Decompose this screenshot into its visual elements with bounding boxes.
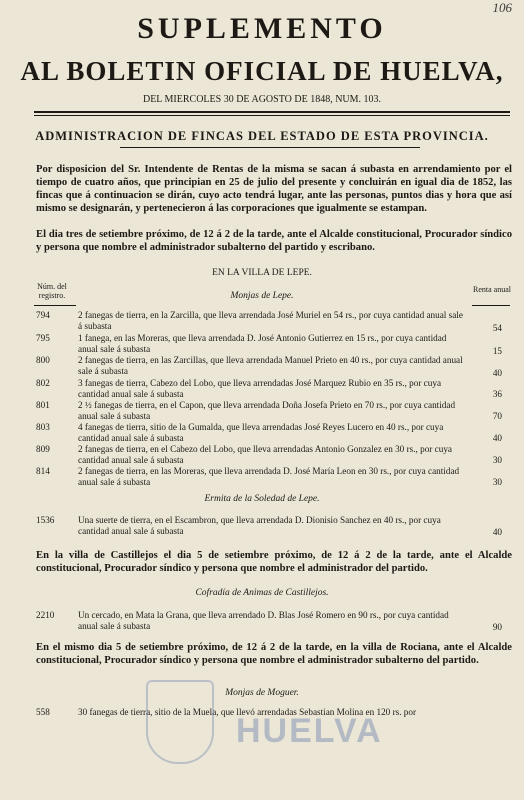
registro-number: 803: [36, 422, 50, 432]
entry-text: 2 ½ fanegas de tierra, en el Capon, que lleva arrendada Doña Josefa Prieto en 70 rs., por cuya cantidad anual sale á subasta: [78, 400, 456, 421]
list-item: [36, 444, 510, 466]
renta-value: 36: [492, 389, 502, 399]
registro-number: 795: [36, 333, 50, 343]
list-item: [36, 333, 510, 355]
entry-text: 2 fanegas de tierra, en la Zarcilla, que lleva arrendada José Muriel en 54 rs., por cuya cantidad anual sale á subasta: [78, 310, 463, 331]
section-cofradia: Cofradía de Animas de Castillejos.: [195, 588, 329, 598]
list-item: [36, 355, 510, 377]
registro-number: 800: [36, 355, 50, 365]
masthead-divider-thin: [34, 115, 510, 116]
renta-value: 30: [492, 477, 502, 487]
section-moguer: Monjas de Moguer.: [225, 688, 299, 698]
masthead-title: SUPLEMENTO: [137, 12, 387, 45]
registro-number: 801: [36, 400, 50, 410]
masthead-subtitle: AL BOLETIN OFICIAL DE HUELVA,: [20, 56, 504, 86]
masthead-divider: [34, 111, 510, 113]
registro-number: 1536: [36, 515, 55, 525]
entry-text: 2 fanegas de tierra, en las Moreras, que lleva arrendada D. José María Leon en 30 rs., por cuya cantidad anual sale á subasta: [78, 466, 460, 487]
renta-value: 30: [492, 455, 502, 465]
renta-value: 40: [492, 368, 502, 378]
section-underline: [120, 147, 420, 148]
registro-number: 814: [36, 466, 50, 476]
registro-number: 809: [36, 444, 50, 454]
entry-text: 2 fanegas de tierra, en las Zarcillas, que lleva arrendada Manuel Prieto en 40 rs., por cuya cantidad anual sale á subasta: [78, 355, 463, 376]
registro-number: 558: [36, 707, 50, 717]
registro-number: 794: [36, 310, 50, 320]
renta-value: 90: [492, 622, 502, 632]
list-item: [36, 378, 510, 400]
list-item: [36, 400, 510, 422]
renta-value: 40: [492, 433, 502, 443]
registro-number: 2210: [36, 610, 55, 620]
list-item: [36, 515, 510, 537]
entry-text: 30 fanegas de tierra, sitio de la Muela, que llevó arrendadas Sebastian Molina en 120 rs. por: [78, 707, 417, 717]
section-monjas-lepe: Monjas de Lepe.: [230, 291, 294, 301]
entry-text: 2 fanegas de tierra, en el Cabezo del Lobo, que lleva arrendadas Antonio Gonzalez en 30 rs., por cuya cantidad anual sale á subasta: [78, 444, 452, 465]
entry-text: 1 fanega, en las Moreras, que lleva arrendada D. José Antonio Gutierrez en 15 rs., por cuya cantidad anual sale á subasta: [78, 333, 447, 354]
intro-paragraph-2: El dia tres de setiembre próximo, de 12 á 2 de la tarde, ante el Alcalde constitucional, Procurador síndico y persona que nombre el administrador subalterno del partido y escribano.: [36, 229, 512, 253]
villa-title: EN LA VILLA DE LEPE.: [212, 268, 312, 278]
list-item: [36, 422, 510, 444]
header-rule-left: [34, 305, 76, 306]
section-title: ADMINISTRACION DE FINCAS DEL ESTADO DE ESTA PROVINCIA.: [35, 129, 489, 143]
column-header-renta: Renta anual: [473, 285, 511, 294]
section-ermita: Ermita de la Soledad de Lepe.: [204, 494, 320, 504]
entry-text: 3 fanegas de tierra, Cabezo del Lobo, que lleva arrendadas José Marquez Rubio en 35 rs., por cuya cantidad anual sale á subasta: [78, 378, 442, 399]
header-rule-right: [472, 305, 510, 306]
renta-value: 15: [492, 346, 502, 356]
list-item: [36, 310, 510, 332]
rociana-paragraph: En el mismo dia 5 de setiembre próximo, de 12 á 2 de la tarde, en la villa de Rociana, ante el Alcalde constitucional, Procurador síndico y persona que nombre el administrador subalterno del partido.: [36, 642, 512, 666]
entry-text: Una suerte de tierra, en el Escambron, que lleva arrendada D. Dionisio Sanchez en 40 rs., por cuya cantidad anual sale á subasta: [78, 515, 441, 536]
entry-text: Un cercado, en Mata la Grana, que lleva arrendado D. Blas José Romero en 90 rs., por cuya cantidad anual sale á subasta: [78, 610, 449, 631]
column-header-num: Núm. del registro.: [37, 282, 67, 300]
renta-value: 54: [492, 323, 502, 333]
list-item: [36, 610, 510, 632]
castillejos-paragraph: En la villa de Castillejos el dia 5 de setiembre próximo, de 12 á 2 de la tarde, ante el Alcalde constitucional, Procurador síndico y persona que nombre el administrador del partido.: [36, 550, 512, 574]
masthead-date: DEL MIERCOLES 30 DE AGOSTO DE 1848, NUM. 103.: [142, 94, 382, 105]
renta-value: 70: [492, 411, 502, 421]
watermark-logo-text: HUELVA: [236, 712, 383, 750]
intro-paragraph: Por disposicion del Sr. Intendente de Rentas de la misma se sacan á subasta en arrendamiento por el tiempo de cuatro años, que principian en 25 de julio del presente y concluirán en igual dia de 1852, las fincas que á continuacion se dirán, cuyo acto tendrá lugar, ante las personas, puntos dias y hora que así mismo se designarán, y pertenecieron á las corporaciones que igualmente se estampan.: [36, 164, 512, 214]
handwritten-page-number: 106: [492, 0, 512, 15]
list-item: [36, 466, 510, 488]
entry-text: 4 fanegas de tierra, sitio de la Gumalda, que lleva arrendadas José Reyes Lucero en 40 rs., por cuya cantidad anual sale á subasta: [78, 422, 444, 443]
registro-number: 802: [36, 378, 50, 388]
renta-value: 40: [492, 527, 502, 537]
watermark-shield-icon: [146, 680, 214, 764]
